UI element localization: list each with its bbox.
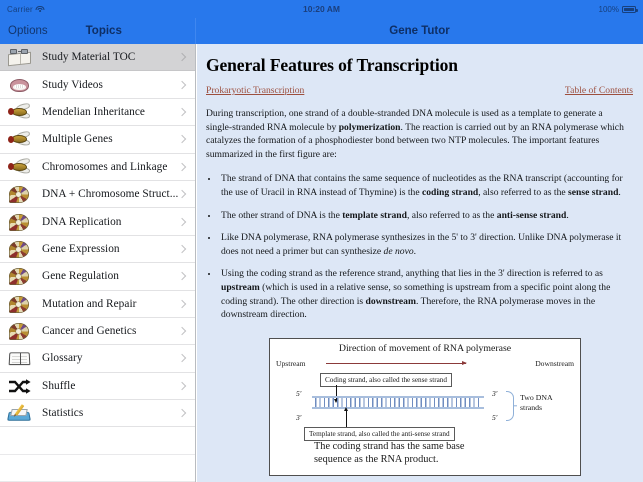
chromosome-rosette-icon bbox=[5, 265, 34, 287]
sidebar-item-label: Gene Regulation bbox=[42, 270, 119, 283]
figure-direction-title: Direction of movement of RNA polymerase bbox=[338, 343, 512, 354]
figure-upstream-label: Upstream bbox=[276, 359, 306, 368]
chevron-right-icon bbox=[178, 217, 186, 225]
emphasis-bold: sense strand bbox=[568, 187, 619, 199]
text-run: The other strand of DNA is the bbox=[221, 209, 343, 221]
text-run: The strand of DNA that contains the same sequence of nucleotides as the RNA transcript (accounting for the use of Uracil in RNA instead of Thymine) is the bbox=[221, 173, 623, 199]
polymerase-direction-arrow-icon bbox=[326, 363, 466, 364]
feature-bullet bbox=[219, 231, 629, 258]
chevron-right-icon bbox=[178, 327, 186, 335]
figure-caption-line: sequence as the RNA product. bbox=[314, 454, 439, 466]
chevron-right-icon bbox=[178, 108, 186, 116]
chevron-right-icon bbox=[178, 382, 186, 390]
options-button[interactable]: Options bbox=[8, 25, 48, 37]
text-run: Using the coding strand as the reference strand, anything that lies in the 3' direction is referred to as bbox=[221, 268, 603, 280]
text-run: . bbox=[566, 209, 569, 221]
feature-bullet bbox=[219, 172, 629, 199]
sidebar-item-label: Cancer and Genetics bbox=[42, 325, 137, 338]
dna-base-pairs bbox=[315, 398, 481, 406]
chevron-right-icon bbox=[178, 135, 186, 143]
sidebar-item-label: Mendelian Inheritance bbox=[42, 105, 145, 118]
sidebar-item-glossary[interactable] bbox=[0, 345, 195, 372]
tick-top-right: 3' bbox=[492, 389, 498, 398]
figure-caption bbox=[314, 440, 464, 467]
dna-double-strand-graphic bbox=[312, 396, 484, 409]
feature-bullet bbox=[219, 267, 629, 321]
shuffle-icon bbox=[5, 375, 34, 397]
fruit-fly-icon bbox=[5, 156, 34, 178]
chevron-right-icon bbox=[178, 409, 186, 417]
dna-bottom-rail bbox=[312, 407, 484, 409]
sidebar-item-label: DNA + Chromosome Struct... bbox=[42, 188, 179, 201]
app-title: Gene Tutor bbox=[389, 25, 450, 37]
sidebar-item-label: Statistics bbox=[42, 407, 84, 420]
sidebar-item-label: Chromosomes and Linkage bbox=[42, 160, 168, 173]
teeth-icon bbox=[5, 74, 34, 96]
page-title: General Features of Transcription bbox=[206, 55, 458, 75]
transcription-figure bbox=[269, 338, 581, 476]
text-run: . Therefore, the RNA polymerase moves in the downstream direction. bbox=[221, 295, 596, 321]
sidebar-item-mutation-and-repair[interactable] bbox=[0, 291, 195, 318]
text-run: , also referred to as the bbox=[406, 209, 497, 221]
emphasis-bold: upstream bbox=[221, 282, 260, 294]
fruit-fly-icon bbox=[5, 101, 34, 123]
chevron-right-icon bbox=[178, 245, 186, 253]
status-bar bbox=[0, 0, 643, 18]
text-run: , also referred to as the bbox=[478, 187, 569, 199]
table-of-contents-link[interactable]: Table of Contents bbox=[564, 85, 633, 96]
emphasis-bold: polymerization bbox=[338, 121, 401, 133]
book-glasses-icon bbox=[5, 46, 34, 68]
sidebar-item-study-videos[interactable] bbox=[0, 71, 195, 98]
sidebar-item-shuffle[interactable] bbox=[0, 373, 195, 400]
text-run: During transcription, one strand of a double-stranded DNA molecule is used as a template to generate a single-stranded RNA molecule by bbox=[206, 108, 603, 133]
chevron-right-icon bbox=[178, 272, 186, 280]
emphasis-bold: coding strand bbox=[422, 187, 479, 199]
topics-title: Topics bbox=[85, 25, 122, 37]
sidebar-item-cancer-and-genetics[interactable] bbox=[0, 318, 195, 345]
chromosome-rosette-icon bbox=[5, 293, 34, 315]
sidebar-item-gene-expression[interactable] bbox=[0, 236, 195, 263]
chromosome-rosette-icon bbox=[5, 183, 34, 205]
chromosome-rosette-icon bbox=[5, 320, 34, 342]
chromosome-rosette-icon bbox=[5, 238, 34, 260]
text-run: Like DNA polymerase, RNA polymerase synthesizes in the 5' to 3' direction. Unlike DNA polymerase it does not need a primer but can synthesize bbox=[221, 232, 622, 257]
features-list bbox=[219, 172, 629, 321]
figure-caption-line: The coding strand has the same base bbox=[314, 440, 465, 452]
sidebar-item-label: Study Videos bbox=[42, 78, 103, 91]
tick-top-left: 5' bbox=[296, 389, 302, 398]
carrier-label: Carrier bbox=[7, 4, 33, 14]
navigation-bar bbox=[0, 18, 643, 44]
sidebar-item-label: Glossary bbox=[42, 352, 83, 365]
chevron-right-icon bbox=[178, 190, 186, 198]
battery-full-icon bbox=[622, 6, 636, 13]
sidebar-empty-row bbox=[0, 455, 195, 482]
sidebar-item-statistics[interactable] bbox=[0, 400, 195, 427]
sidebar-item-chromosomes-and-linkage[interactable] bbox=[0, 154, 195, 181]
text-run: (which is used in a relative sense, so something is upstream from a specific point along the coding strand). The other direction is bbox=[221, 282, 611, 307]
sidebar-item-label: DNA Replication bbox=[42, 215, 122, 228]
sidebar-item-gene-regulation[interactable] bbox=[0, 263, 195, 290]
sidebar-empty-row bbox=[0, 427, 195, 454]
fruit-fly-icon bbox=[5, 128, 34, 150]
coding-strand-callout: Coding strand, also called the sense strand bbox=[320, 373, 452, 387]
emphasis-italic: de novo bbox=[383, 245, 414, 257]
sidebar-item-label: Multiple Genes bbox=[42, 133, 113, 146]
topics-sidebar[interactable] bbox=[0, 44, 196, 482]
notepad-pencil-icon bbox=[5, 402, 34, 424]
sidebar-item-label: Gene Expression bbox=[42, 242, 120, 255]
chevron-right-icon bbox=[178, 53, 186, 61]
text-run: . The reaction is carried out by an RNA polymerase which catalyzes the formation of a phosphodiester bond between two NTP molecules. The important features summarized in the first figure are: bbox=[206, 121, 624, 160]
tick-bottom-left: 3' bbox=[296, 413, 302, 422]
emphasis-bold: anti-sense strand bbox=[496, 209, 567, 221]
sidebar-item-dna-replication[interactable] bbox=[0, 208, 195, 235]
figure-downstream-label: Downstream bbox=[535, 359, 574, 368]
chevron-right-icon bbox=[178, 80, 186, 88]
sidebar-item-study-material-toc[interactable] bbox=[0, 44, 195, 71]
chromosome-rosette-icon bbox=[5, 211, 34, 233]
template-strand-callout: Template strand, also called the anti-sense strand bbox=[304, 427, 455, 441]
status-clock: 10:20 AM bbox=[302, 4, 340, 14]
text-run: . bbox=[413, 245, 417, 257]
link-row bbox=[206, 85, 633, 96]
emphasis-bold: template strand bbox=[342, 209, 407, 221]
content-pane bbox=[197, 44, 643, 482]
chevron-right-icon bbox=[178, 354, 186, 362]
sidebar-item-dna-chromosome-struct[interactable] bbox=[0, 181, 195, 208]
feature-bullet bbox=[219, 209, 629, 223]
chevron-right-icon bbox=[178, 163, 186, 171]
sidebar-item-label: Study Material TOC bbox=[42, 51, 136, 64]
emphasis-bold: downstream bbox=[365, 295, 416, 307]
sidebar-item-label: Mutation and Repair bbox=[42, 297, 137, 310]
two-dna-strands-label: Two DNA strands bbox=[520, 393, 553, 412]
sidebar-nav-header bbox=[0, 18, 196, 44]
intro-paragraph bbox=[206, 107, 630, 161]
sidebar-item-multiple-genes[interactable] bbox=[0, 126, 195, 153]
prokaryotic-transcription-link[interactable]: Prokaryotic Transcription bbox=[206, 85, 305, 96]
battery-percent-label: 100% bbox=[598, 4, 619, 14]
sidebar-item-mendelian-inheritance[interactable] bbox=[0, 99, 195, 126]
detail-nav-header bbox=[196, 25, 643, 37]
open-book-icon bbox=[5, 347, 34, 369]
text-run: . bbox=[618, 187, 621, 199]
two-dna-strands-brace-icon bbox=[506, 391, 514, 421]
chevron-right-icon bbox=[178, 299, 186, 307]
template-strand-pointer-icon bbox=[346, 411, 347, 427]
sidebar-item-label: Shuffle bbox=[42, 379, 76, 392]
tick-bottom-right: 5' bbox=[492, 413, 498, 422]
